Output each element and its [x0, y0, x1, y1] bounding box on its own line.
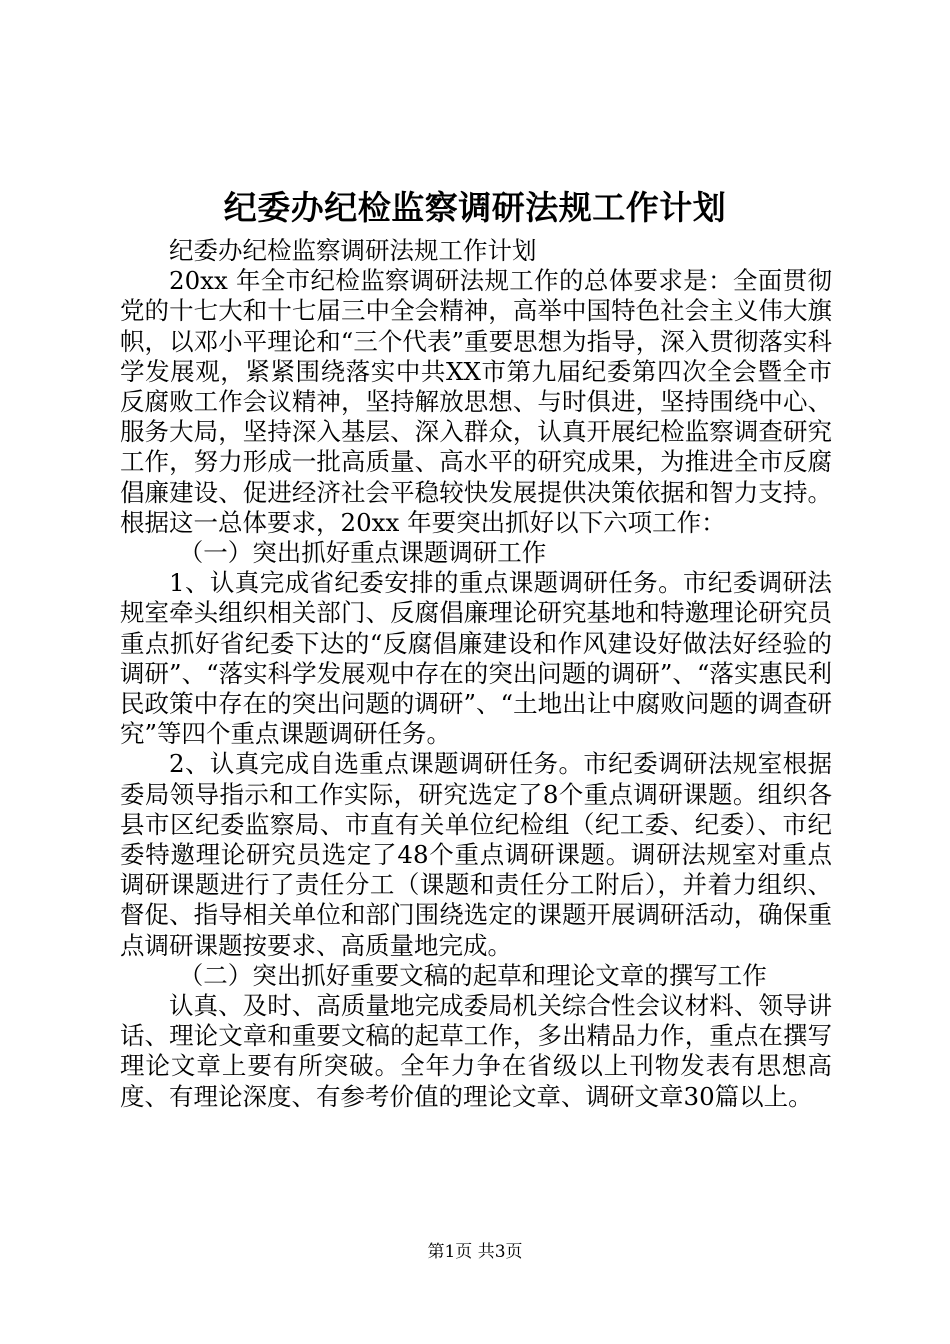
document-body	[120, 236, 832, 1112]
section-2-paragraph: 认真、及时、高质量地完成委局机关综合性会议材料、领导讲话、理论文章和重要文稿的起草工作，多出精品力作，重点在撰写理论文章上要有所突破。全年力争在省级以上刊物发表有思想高度、有理论深度、有参考价值的理论文章、调研文章30篇以上。	[120, 991, 832, 1111]
intro-paragraph: 20xx 年全市纪检监察调研法规工作的总体要求是：全面贯彻党的十七大和十七届三中全会精神，高举中国特色社会主义伟大旗帜，以邓小平理论和“三个代表”重要思想为指导，深入贯彻落实科学发展观，紧紧围绕落实中共XX市第九届纪委第四次全会暨全市反腐败工作会议精神，坚持解放思想、与时俱进，坚持围绕中心、服务大局，坚持深入基层、深入群众，认真开展纪检监察调查研究工作，努力形成一批高质量、高水平的研究成果，为推进全市反腐倡廉建设、促进经济社会平稳较快发展提供决策依据和智力支持。根据这一总体要求，20xx 年要突出抓好以下六项工作：	[120, 266, 832, 537]
subtitle-paragraph: 纪委办纪检监察调研法规工作计划	[169, 236, 537, 265]
item-paragraph-2: 2、认真完成自选重点课题调研任务。市纪委调研法规室根据委局领导指示和工作实际，研究选定了8个重点调研课题。组织各县市区纪委监察局、市直有关单位纪检组（纪工委、纪委）、市纪委特邀理论研究员选定了48个重点调研课题。调研法规室对重点调研课题进行了责任分工（课题和责任分工附后），并着力组织、督促、指导相关单位和部门围绕选定的课题开展调研活动，确保重点调研课题按要求、高质量地完成。	[120, 749, 832, 960]
page-number-footer: 第1页 共3页	[427, 1242, 523, 1262]
item-paragraph-1: 1、认真完成省纪委安排的重点课题调研任务。市纪委调研法规室牵头组织相关部门、反腐倡廉理论研究基地和特邀理论研究员重点抓好省纪委下达的“反腐倡廉建设和作风建设好做法好经验的调研”、“落实科学发展观中存在的突出问题的调研”、“落实惠民利民政策中存在的突出问题的调研”、“土地出让中腐败问题的调查研究”等四个重点课题调研任务。	[120, 568, 832, 749]
document-title: 纪委办纪检监察调研法规工作计划	[223, 188, 727, 227]
section-heading-2: （二）突出抓好重要文稿的起草和理论文章的撰写工作	[178, 960, 767, 990]
section-heading-1: （一）突出抓好重点课题调研工作	[178, 538, 547, 568]
